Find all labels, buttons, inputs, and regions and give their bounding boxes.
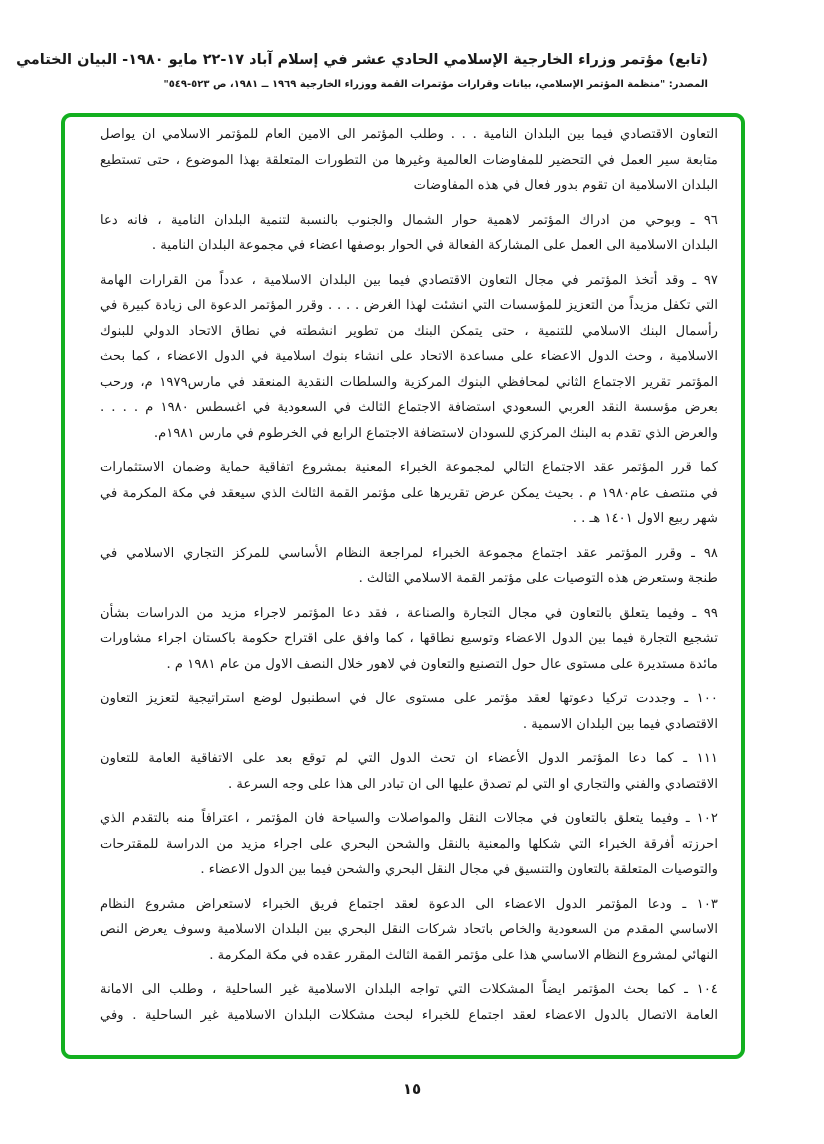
text-line: ٩٦ ـ وبوحي من ادراك المؤتمر لاهمية حوار الشمال والجنوب بالنسبة لتنمية البلدان النامية ، فانه دعا: [100, 212, 718, 228]
text-line: ١٠٣ ـ ودعا المؤتمر الدول الاعضاء الى الدعوة لعقد اجتماع فريق الخبراء لاستعراض مشروع النظام: [100, 896, 718, 912]
text-line: العامة الاتصال بالدول الاعضاء لعقد اجتماع للخبراء لبحث مشكلات البلدان الاسلامية غير الساحلية . وفي: [100, 1007, 718, 1023]
paragraph-102: [100, 806, 718, 883]
document-body: [100, 122, 718, 1037]
paragraph-97: [100, 268, 718, 447]
text-line: طنجة وستعرض هذه التوصيات على مؤتمر القمة الاسلامي الثالث .: [358, 571, 718, 586]
text-line: الاقتصادي فيما بين البلدان الاسمية .: [522, 716, 718, 732]
paragraph-continuation: [100, 122, 718, 199]
text-line: ٩٩ ـ وفيما يتعلق بالتعاون في مجال التجارة والصناعة ، فقد دعا المؤتمر لاجراء مزيد من الدراسات بشأن: [100, 605, 718, 621]
text-line: رأسمال البنك الاسلامي للتنمية ، حتى يتمكن البنك من تطوير انشطته في نطاق الاتحاد الدولي للبنوك: [100, 323, 718, 339]
paragraph-101: [100, 746, 718, 797]
text-line: البلدان الاسلامية الى العمل على المشاركة الفعالة في الحوار بوصفها اعضاء في مجموعة البلدان النامية .: [151, 238, 718, 253]
text-line: المؤتمر تقرير الاجتماع الثاني لمحافظي البنوك المركزية والسلطات النقدية المنعقد في مارس١٩٧٩ م، ورحب: [100, 374, 718, 390]
text-line: التعاون الاقتصادي فيما بين البلدان النامية . . . وطلب المؤتمر الى الامين العام للمؤتمر الاسلامي ان يواصل: [100, 127, 718, 142]
text-line: شهر ربيع الاول ١٤٠١ هـ . .: [572, 511, 718, 526]
text-line: الاقتصادي والفني والتجاري او التي لم تصدق عليها الى ان تبادر الى هذا على وجه السرعة .: [228, 776, 718, 792]
text-line: الاساسي المقدم من السعودية والخاص باتحاد شركات النقل البحري بين البلدان الاسلامية وسوف يعرض النص: [100, 922, 718, 937]
paragraph-99: [100, 601, 718, 678]
page-number: ١٥: [402, 1080, 422, 1098]
paragraph-103: [100, 892, 718, 969]
text-line: والعرض الذي تقدم به البنك المركزي للسودان لاستضافة الاجتماع الرابع في الخرطوم في مارس ١٩٨١م.: [153, 425, 718, 441]
text-line: البلدان الاسلامية ان تقوم بدور فعال في هذه المفاوضات: [413, 178, 718, 193]
text-line: التي تكفل مزيداً من التعزيز للمؤسسات التي انشئت لهذا الغرض . . . . وقرر المؤتمر الدعوة الى زيادة كبيرة في: [100, 298, 718, 313]
text-line: متابعة سير العمل في التحضير للمفاوضات العالمية وغيرها من التطورات المتعلقة بهذا الموضوع ، حتى تستطيع: [100, 152, 718, 168]
text-line: النهائي لمشروع النظام الاساسي هذا على مؤتمر القمة الثالث المقرر عقده في مكة المكرمة .: [209, 947, 718, 963]
paragraph-98: [100, 541, 718, 592]
text-line: ٩٧ ـ وقد أتخذ المؤتمر في مجال التعاون الاقتصادي فيما بين البلدان الاسلامية ، عدداً من القرارات الهامة: [100, 272, 718, 288]
text-line: تشجيع التجارة فيما بين الدول الاعضاء وتوسيع نطاقها ، كما وافق على اقتراح حكومة باكستان اجراء مشاورات: [100, 631, 718, 646]
text-line: بعرض مؤسسة النقد العربي السعودي استضافة الاجتماع الثالث في السعودية في اغسطس ١٩٨٠ م . . . .: [100, 400, 718, 415]
paragraph-104: [100, 977, 718, 1028]
text-line: الاسلامية ، وحث الدول الاعضاء على مساعدة الاتحاد على انشاء بنوك اسلامية في الدول الاعضاء ، كما بحث: [100, 349, 718, 364]
text-line: كما قرر المؤتمر عقد الاجتماع التالي لمجموعة الخبراء المعنية بمشروع اتفاقية حماية وضمان الاستثمارات: [100, 460, 718, 475]
text-line: احرزته أفرقة الخبراء التي شكلها والمعنية بالنقل والشحن البحري على اجراء مزيد من الدراسة للمقترحات: [100, 836, 718, 852]
paragraph-96: [100, 208, 718, 259]
text-line: والتوصيات المتعلقة بالتعاون والتنسيق في مجال النقل البحري والشحن فيما بين الدول الاعضاء .: [200, 862, 718, 877]
document-title: (تابع) مؤتمر وزراء الخارجية الإسلامي الحادي عشر في إسلام آباد ١٧-٢٢ مايو ١٩٨٠- البيان الختامي: [16, 52, 708, 68]
text-line: ١٠٠ ـ وجددت تركيا دعوتها لعقد مؤتمر على مستوى عال في اسطنبول لوضع استراتيجية لتعزيز التعاون: [100, 691, 718, 706]
document-source: المصدر: "منظمة المؤتمر الإسلامي، بيانات وقرارات مؤتمرات القمة ووزراء الخارجية ١٩٦٩ ــ ١٩٨١، ص ٥٢٣-٥٤٩": [163, 79, 708, 90]
text-line: ١٠٢ ـ وفيما يتعلق بالتعاون في مجالات النقل والمواصلات والسياحة فان المؤتمر ، اعترافاً منه بالتقدم الذي: [100, 811, 718, 826]
text-line: ٩٨ ـ وقرر المؤتمر عقد اجتماع مجموعة الخبراء لمراجعة النظام الأساسي للمركز التجاري الاسلامي في: [100, 545, 718, 561]
paragraph-100: [100, 686, 718, 737]
text-line: مائدة مستديرة على مستوى عال حول التصنيع والتعاون في لاهور خلال النصف الاول من عام ١٩٨١ م .: [166, 656, 718, 672]
text-line: في منتصف عام١٩٨٠ م . بحيث يمكن عرض تقريرها على مؤتمر القمة الثالث الذي سيعقد في مكة المكرمة في: [100, 485, 718, 501]
paragraph-97-continued: [100, 455, 718, 532]
text-line: ١١١ ـ كما دعا المؤتمر الدول الأعضاء ان تحث الدول التي لم توقع بعد على الاتفاقية العامة للتعاون: [100, 751, 718, 766]
text-line: ١٠٤ ـ كما بحث المؤتمر ايضاً المشكلات التي تواجه البلدان الاسلامية غير الساحلية ، وطلب الى الامانة: [100, 982, 718, 997]
